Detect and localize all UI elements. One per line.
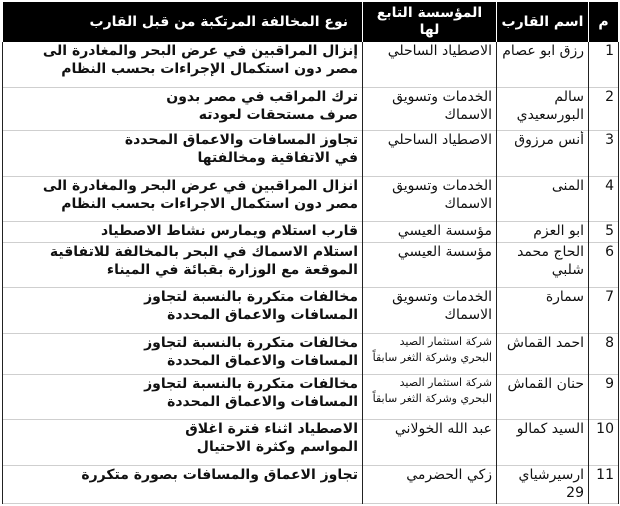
- violation: [3, 87, 363, 130]
- table-row: [3, 42, 619, 87]
- violation: [3, 333, 363, 374]
- violation-line: مخالفات متكررة بالنسبة لتجاوز: [144, 334, 358, 351]
- row-number: 9: [589, 374, 619, 419]
- row-number: 4: [589, 176, 619, 221]
- table-row: [3, 242, 619, 287]
- violation-line: تجاوز الاعماق والمسافات بصورة متكررة: [81, 466, 358, 483]
- table-row: [3, 222, 619, 243]
- violation: [3, 288, 363, 333]
- table-row: [3, 465, 619, 503]
- header-boat-name: اسم القارب: [497, 2, 589, 42]
- table-row: [3, 87, 619, 130]
- boat-name: سالم البورسعيدي: [497, 87, 589, 130]
- row-number: 3: [589, 131, 619, 176]
- violation-line: تجاوز المسافات والاعماق المحددة: [124, 132, 358, 149]
- violation-line: في الاتفاقية ومخالفتها: [197, 150, 358, 167]
- boat-name: ارسيرشياي 29: [497, 465, 589, 503]
- boat-name: رزق ابو عصام: [497, 42, 589, 87]
- table-row: [3, 333, 619, 374]
- table-row: [3, 176, 619, 221]
- violation: [3, 465, 363, 503]
- header-institution: المؤسسة التابع لها: [363, 2, 497, 42]
- violation-line: استلام الاسماك في البحر بالمخالفة للاتفاقية: [49, 243, 358, 260]
- violation-line: المسافات والاعماق المحددة: [167, 393, 358, 410]
- violation: [3, 242, 363, 287]
- header-row: [3, 2, 619, 42]
- boat-name: سمارة: [497, 288, 589, 333]
- boat-name: احمد القماش: [497, 333, 589, 374]
- violation: [3, 176, 363, 221]
- institution: مؤسسة العيسي: [363, 222, 497, 243]
- institution: شركة استثمار الصيد البحري وشركة الثغر سابقاً: [363, 333, 497, 374]
- violation-line: مصر دون استكمال الاجراءات بحسب النظام: [61, 195, 358, 212]
- violation-line: ترك المراقب في مصر بدون: [166, 88, 358, 105]
- institution: الاصطياد الساحلي: [363, 42, 497, 87]
- table-row: [3, 288, 619, 333]
- table-row: [3, 420, 619, 465]
- violation: [3, 42, 363, 87]
- violation-line: صرف مستحقات لعودته: [198, 106, 358, 123]
- violation-line: قارب استلام ويمارس نشاط الاصطياد: [100, 223, 358, 240]
- boat-name: حنان القماش: [497, 374, 589, 419]
- institution: الخدمات وتسويق الاسماك: [363, 176, 497, 221]
- boat-name: ابو العزم: [497, 222, 589, 243]
- institution: مؤسسة العيسي: [363, 242, 497, 287]
- violation: [3, 222, 363, 243]
- boat-name: الحاج محمد شلبي: [497, 242, 589, 287]
- violation-line: الموقعة مع الوزارة بقبائة في الميناء: [106, 261, 358, 278]
- violation: [3, 131, 363, 176]
- violation-line: إنزال المراقبين في عرض البحر والمغادرة الى: [42, 43, 358, 59]
- institution: الاصطياد الساحلي: [363, 131, 497, 176]
- row-number: 6: [589, 242, 619, 287]
- table-body: [3, 42, 619, 504]
- violation: [3, 374, 363, 419]
- violation-line: مخالفات متكررة بالنسبة لتجاوز: [144, 375, 358, 392]
- row-number: 7: [589, 288, 619, 333]
- boat-name: أنس مرزوق: [497, 131, 589, 176]
- institution: عبد الله الخولاني: [363, 420, 497, 465]
- boat-name: المنى: [497, 176, 589, 221]
- boat-name: السيد كمالو: [497, 420, 589, 465]
- violation-line: انزال المراقبين في عرض البحر والمغادرة الى: [42, 177, 358, 194]
- row-number: 11: [589, 465, 619, 503]
- violation-line: الاصطياد اثناء فترة اغلاق: [185, 421, 358, 438]
- row-number: 8: [589, 333, 619, 374]
- violation-line: المسافات والاعماق المحددة: [167, 307, 358, 324]
- violations-table: [2, 2, 619, 504]
- row-number: 1: [589, 42, 619, 87]
- row-number: 2: [589, 87, 619, 130]
- row-number: 5: [589, 222, 619, 243]
- violation: [3, 420, 363, 465]
- header-violation: نوع المخالفة المرتكبة من قبل القارب: [3, 2, 363, 42]
- table-row: [3, 131, 619, 176]
- institution: الخدمات وتسويق الاسماك: [363, 288, 497, 333]
- table-row: [3, 374, 619, 419]
- violation-line: المواسم وكثرة الاحتيال: [196, 439, 358, 456]
- violation-line: المسافات والاعماق المحددة: [167, 352, 358, 369]
- violation-line: مصر دون استكمال الإجراءات بحسب النظام: [61, 61, 358, 77]
- institution: شركة استثمار الصيد البحري وشركة الثغر سابقاً: [363, 374, 497, 419]
- table-header: [3, 2, 619, 42]
- institution: الخدمات وتسويق الاسماك: [363, 87, 497, 130]
- header-number: م: [589, 2, 619, 42]
- row-number: 10: [589, 420, 619, 465]
- violation-line: مخالفات متكررة بالنسبة لتجاوز: [144, 289, 358, 306]
- institution: زكي الحضرمي: [363, 465, 497, 503]
